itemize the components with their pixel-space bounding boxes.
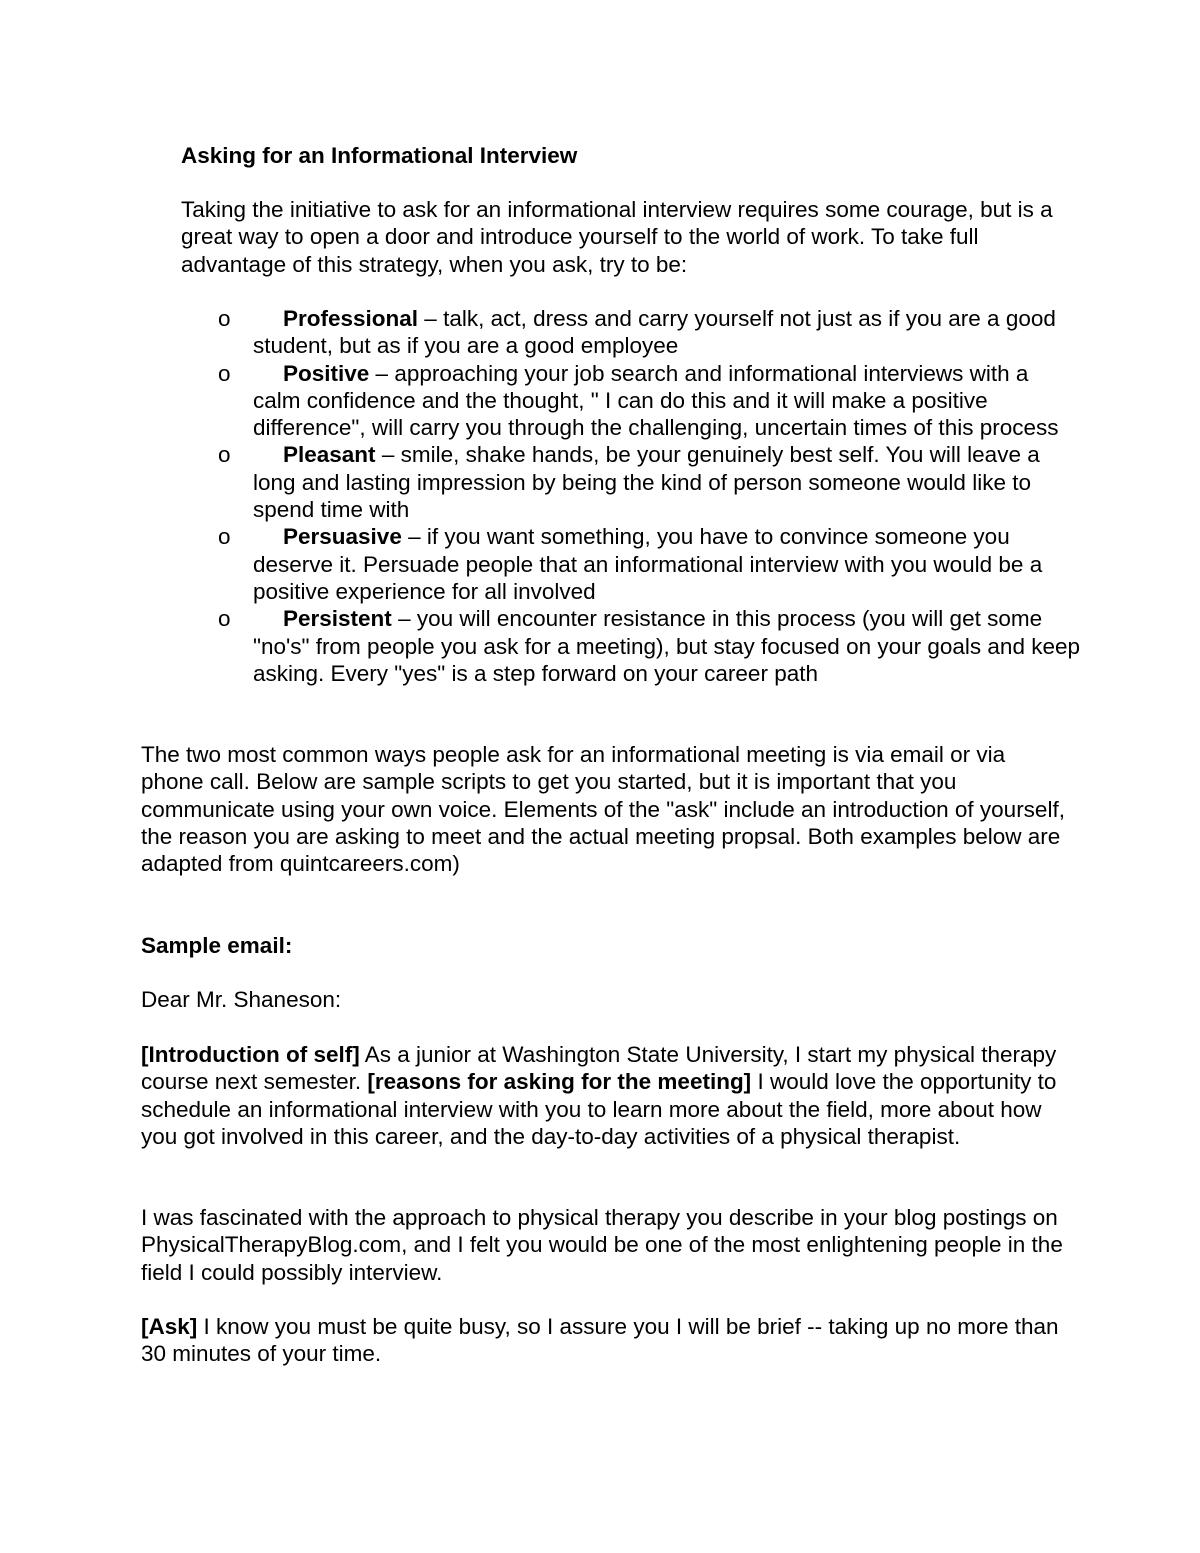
bullet-marker: o <box>218 606 231 632</box>
bullet-term: Positive <box>283 360 370 386</box>
salutation: Dear Mr. Shaneson: <box>141 987 342 1012</box>
reasons-text: I would love the opportunity to schedule an informational interview with you to learn more about the field, more about how you got involved in this career, and the day-to-day activities of a physical therapist. <box>141 1069 1057 1149</box>
ask-text: I know you must be quite busy, so I assure you I will be brief -- taking up no more than 30 minutes of your time. <box>141 1314 1059 1367</box>
list-item-professional <box>181 305 1081 360</box>
email-paragraph-intro <box>141 1041 1071 1150</box>
email-paragraph-fascinated: I was fascinated with the approach to physical therapy you describe in your blog postings on PhysicalTherapyBlog.com, and I felt you would be one of the most enlightening people in the field I could possibly interview. <box>141 1205 1063 1285</box>
sample-email-heading: Sample email: <box>141 933 293 958</box>
bullet-text: – if you want something, you have to convince someone you deserve it. Persuade people that an informational interview with you would be a positive experience for all involved <box>253 524 1043 604</box>
email-paragraph-ask <box>141 1313 1071 1368</box>
bullet-text: – you will encounter resistance in this process (you will get some "no's" from people you ask for a meeting), but stay focused on your goals and keep asking. Every "yes" is a step forward on your career path <box>253 606 1080 686</box>
bullet-term: Persuasive <box>283 524 402 550</box>
bullet-text: – approaching your job search and informational interviews with a calm confidence and the thought, " I can do this and it will make a positive difference", will carry you through the challenging, uncertain times of this process <box>253 360 1059 441</box>
bullet-term: Persistent <box>283 606 392 632</box>
list-item-persuasive <box>181 523 1081 605</box>
intro-paragraph: Taking the initiative to ask for an informational interview requires some courage, but is a great way to open a door and introduce yourself to the world of work. To take full advantage of this strategy, when you ask, try to be: <box>181 197 1053 277</box>
intro-tag: [Introduction of self] <box>141 1042 360 1067</box>
intro-text: As a junior at Washington State University, I start my physical therapy course next semester. <box>141 1042 1057 1095</box>
reasons-tag: [reasons for asking for the meeting] <box>367 1069 752 1095</box>
bullet-marker: o <box>218 442 231 468</box>
list-item-positive <box>181 360 1081 442</box>
qualities-list <box>181 305 1081 687</box>
list-item-persistent <box>181 605 1081 687</box>
bullet-term: Professional <box>283 306 419 331</box>
bullet-text: – talk, act, dress and carry yourself not just as if you are a good student, but as if you are a good employee <box>253 306 1056 359</box>
bullet-marker: o <box>218 360 231 386</box>
document-title: Asking for an Informational Interview <box>181 143 578 168</box>
bullet-marker: o <box>218 524 231 550</box>
bullet-term: Pleasant <box>283 442 376 468</box>
common-ways-paragraph: The two most common ways people ask for an informational meeting is via email or via phone call. Below are sample scripts to get you started, but it is important that you communicate using your own voice. Elements of the "ask" include an introduction of yourself, the reason you are asking to meet and the actual meeting propsal. Both examples below are adapted from quintcareers.com) <box>141 742 1065 877</box>
bullet-text: – smile, shake hands, be your genuinely best self. You will leave a long and lasting impression by being the kind of person someone would like to spend time with <box>253 442 1040 523</box>
list-item-pleasant <box>181 441 1081 523</box>
bullet-marker: o <box>218 306 231 331</box>
ask-tag: [Ask] <box>141 1314 198 1339</box>
